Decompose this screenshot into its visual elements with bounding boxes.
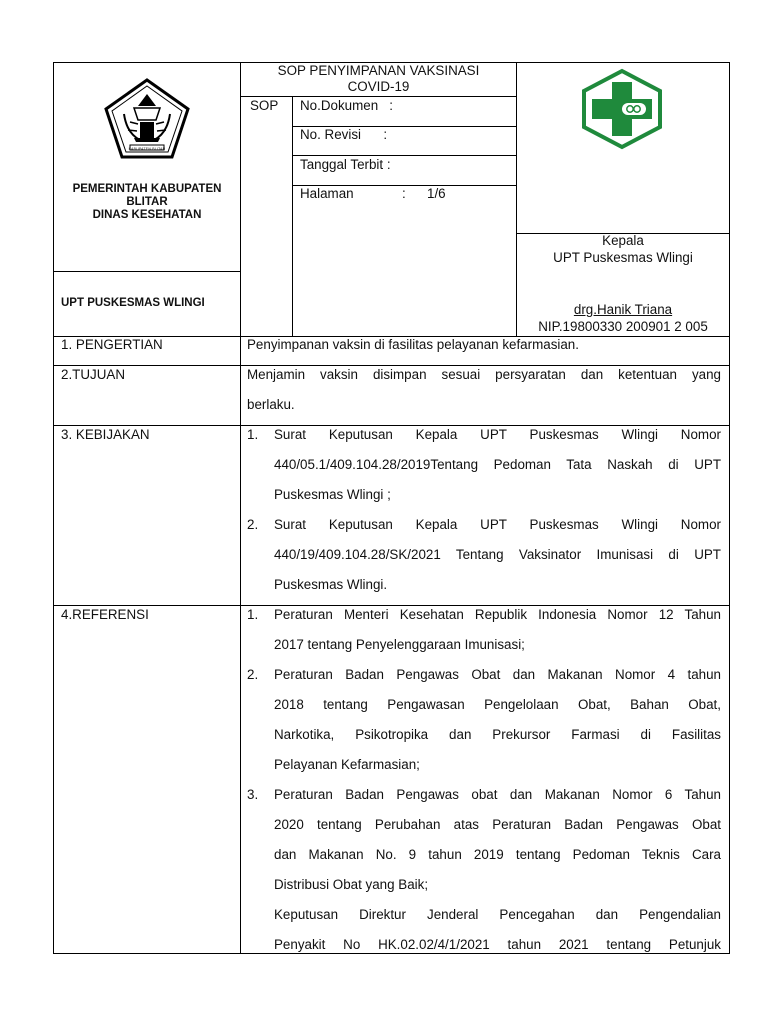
kebijakan-item-line: Puskesmas Wlingi.	[274, 577, 388, 592]
org-line-1: PEMERINTAH KABUPATEN	[72, 183, 222, 195]
section-label-referensi: 4.REFERENSI	[61, 607, 149, 622]
org-line-3: DINAS KESEHATAN	[92, 209, 202, 221]
sop-title-line-2: COVID-19	[347, 79, 410, 94]
halaman-value: 1/6	[427, 186, 446, 201]
referensi-item-line: 2018 tentang Pengawasan Pengelolaan Obat, Bahan Obat,	[274, 697, 721, 712]
section-divider-3	[53, 425, 730, 426]
no-revisi-field: No. Revisi :	[300, 127, 388, 142]
referensi-item-line: 2017 tentang Penyelenggaraan Imunisasi;	[274, 637, 525, 652]
sop-title-line-1: SOP PENYIMPANAN VAKSINASI	[277, 63, 480, 78]
tujuan-line-2: berlaku.	[247, 397, 295, 412]
table-border-bottom	[53, 953, 730, 954]
kebijakan-item-line: Puskesmas Wlingi ;	[274, 487, 391, 502]
puskesmas-logo-icon	[579, 68, 665, 150]
kebijakan-item-line: 440/19/409.104.28/SK/2021 Tentang Vaksinator Imunisasi di UPT	[274, 547, 721, 562]
pengertian-text: Penyimpanan vaksin di fasilitas pelayanan kefarmasian.	[247, 337, 579, 352]
table-border-left	[53, 62, 54, 954]
kepala-label: Kepala	[602, 233, 644, 248]
halaman-colon: :	[402, 186, 406, 201]
header-right-divider	[516, 62, 517, 336]
tujuan-line-1: Menjamin vaksin disimpan sesuai persyaratan dan ketentuan yang	[247, 367, 721, 382]
referensi-item-line: Pelayanan Kefarmasian;	[274, 757, 420, 772]
referensi-item-line: Peraturan Badan Pengawas obat dan Makanan Nomor 6 Tahun	[274, 787, 721, 802]
kepala-unit: UPT Puskesmas Wlingi	[553, 250, 693, 265]
signer-name: drg.Hanik Triana	[573, 302, 673, 317]
referensi-item-line: Keputusan Direktur Jenderal Pencegahan dan Pengendalian	[274, 907, 721, 922]
sop-column-divider	[292, 96, 293, 336]
referensi-item-line: Narkotika, Psikotropika dan Prekursor Farmasi di Fasilitas	[274, 727, 721, 742]
org-line-2: BLITAR	[126, 196, 168, 208]
referensi-item-line: dan Makanan No. 9 tahun 2019 tentang Pedoman Teknis Cara	[274, 847, 721, 862]
emblem-caption: KABUPATEN BLITAR	[128, 147, 166, 151]
signer-nip: NIP.19800330 200901 2 005	[538, 319, 708, 334]
section-label-pengertian: 1. PENGERTIAN	[61, 337, 163, 352]
org-upt-divider	[53, 271, 241, 272]
tanggal-terbit-field: Tanggal Terbit :	[300, 157, 391, 172]
section-label-tujuan: 2.TUJUAN	[61, 367, 125, 382]
sop-label: SOP	[250, 98, 279, 113]
referensi-item-line: Penyakit No HK.02.02/4/1/2021 tahun 2021 tentang Petunjuk	[274, 937, 721, 952]
kebijakan-item-line: 440/05.1/409.104.28/2019Tentang Pedoman Tata Naskah di UPT	[274, 457, 721, 472]
kebijakan-item-number: 2.	[247, 517, 259, 532]
referensi-item-number: 1.	[247, 607, 259, 622]
kebijakan-item-number: 1.	[247, 427, 259, 442]
referensi-item-number: 3.	[247, 787, 259, 802]
referensi-item-line: Peraturan Badan Pengawas Obat dan Makanan Nomor 4 tahun	[274, 667, 721, 682]
halaman-label: Halaman	[300, 186, 354, 201]
title-divider	[240, 96, 517, 97]
referensi-item-line: 2020 tentang Perubahan atas Peraturan Badan Pengawas Obat	[274, 817, 721, 832]
kebijakan-item-line: Surat Keputusan Kepala UPT Puskesmas Wlingi Nomor	[274, 517, 721, 532]
section-label-kebijakan: 3. KEBIJAKAN	[61, 427, 150, 442]
row-divider-2	[292, 155, 517, 156]
no-dokumen-field: No.Dokumen :	[300, 98, 394, 113]
kebijakan-item-line: Surat Keputusan Kepala UPT Puskesmas Wlingi Nomor	[274, 427, 721, 442]
section-divider-2	[53, 365, 730, 366]
upt-name: UPT PUSKESMAS WLINGI	[61, 297, 205, 309]
label-column-divider	[240, 62, 241, 954]
referensi-item-line: Peraturan Menteri Kesehatan Republik Indonesia Nomor 12 Tahun	[274, 607, 721, 622]
referensi-item-line: Distribusi Obat yang Baik;	[274, 877, 429, 892]
section-divider-4	[53, 605, 730, 606]
table-border-right	[729, 62, 730, 954]
referensi-item-number: 2.	[247, 667, 259, 682]
